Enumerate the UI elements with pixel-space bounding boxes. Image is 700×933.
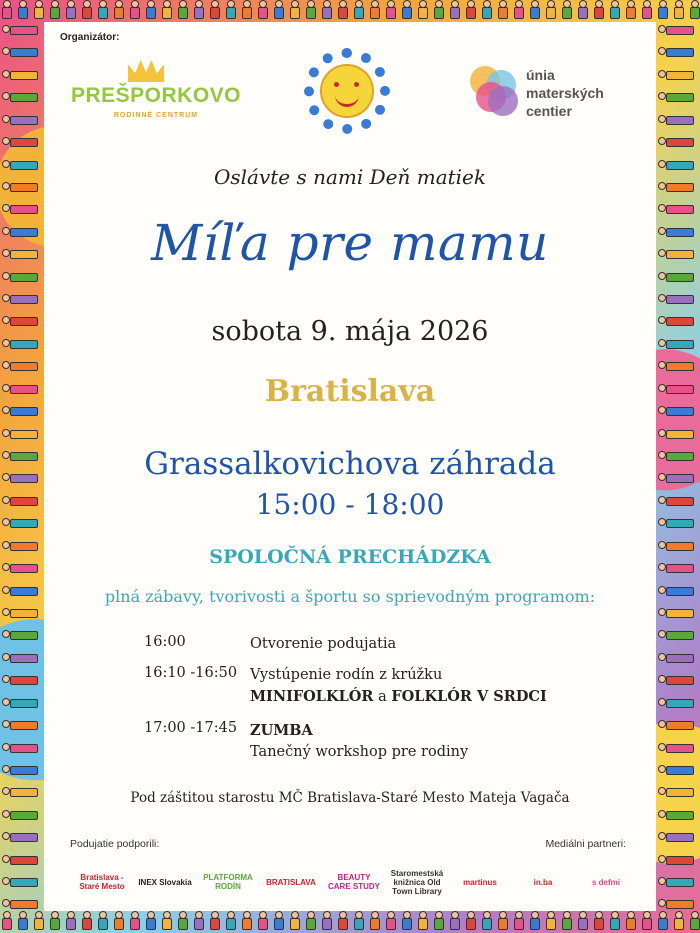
dancing-person-icon	[0, 269, 40, 283]
event-walk-heading: SPOLOČNÁ PRECHÁDZKA	[209, 546, 491, 568]
dancing-person-icon	[336, 0, 348, 18]
dancing-person-icon	[0, 358, 40, 372]
dancing-person-icon	[0, 381, 40, 395]
dancing-person-icon	[0, 807, 40, 821]
dancing-person-icon	[656, 201, 696, 215]
dancing-person-icon	[32, 0, 44, 18]
sun-face-logo-icon	[304, 48, 390, 134]
dancing-person-icon	[352, 0, 364, 18]
dancing-person-icon	[0, 67, 40, 81]
program-item	[144, 634, 604, 655]
dancing-person-icon	[368, 0, 380, 18]
dancing-person-icon	[560, 911, 572, 929]
dancing-person-icon	[32, 911, 44, 929]
dancing-person-icon	[240, 0, 252, 18]
dancing-person-icon	[384, 0, 396, 18]
dancing-person-icon	[176, 911, 188, 929]
dancing-person-icon	[0, 784, 40, 798]
dancing-person-icon	[592, 0, 604, 18]
dancing-person-icon	[656, 852, 696, 866]
dancing-person-icon	[432, 0, 444, 18]
dancing-person-icon	[0, 538, 40, 552]
sponsor-logo: Staromestská knižnica Old Town Library	[390, 868, 444, 896]
dancing-person-icon	[192, 911, 204, 929]
dancing-person-icon	[0, 246, 40, 260]
dancing-person-icon	[624, 911, 636, 929]
dancing-person-icon	[656, 740, 696, 754]
dancing-person-icon	[656, 89, 696, 103]
dancing-person-icon	[304, 911, 316, 929]
dancing-person-icon	[0, 22, 40, 36]
program-groups: MINIFOLKLÓR a FOLKLÓR V SRDCI	[250, 688, 547, 705]
dancing-person-icon	[624, 0, 636, 18]
dancing-person-icon	[656, 829, 696, 843]
dancing-person-icon	[352, 911, 364, 929]
dancing-person-icon	[656, 896, 696, 910]
dancing-person-icon	[272, 911, 284, 929]
dancing-person-icon	[112, 911, 124, 929]
presporkovo-logo-text: PREŠPORKOVO	[70, 84, 242, 107]
program-time: 17:00 -17:45	[144, 720, 238, 736]
dancing-person-icon	[656, 470, 696, 484]
dancing-person-icon	[544, 0, 556, 18]
dancing-person-icon	[416, 0, 428, 18]
dancing-person-icon	[0, 605, 40, 619]
dancing-person-icon	[656, 313, 696, 327]
event-city: Bratislava	[264, 374, 436, 409]
dancing-person-icon	[656, 269, 696, 283]
event-venue: Grassalkovichova záhrada	[144, 446, 556, 482]
border-people-left	[0, 22, 44, 911]
program-time: 16:10 -16:50	[144, 665, 238, 681]
umc-circles-icon	[468, 66, 518, 116]
dancing-person-icon	[656, 381, 696, 395]
media-label: Mediálni partneri:	[545, 838, 626, 850]
sponsor-logo: BRATISLAVA	[266, 877, 316, 887]
dancing-person-icon	[0, 291, 40, 305]
dancing-person-icon	[0, 179, 40, 193]
dancing-person-icon	[96, 0, 108, 18]
dancing-person-icon	[0, 896, 40, 910]
dancing-person-icon	[0, 650, 40, 664]
dancing-person-icon	[496, 911, 508, 929]
dancing-person-icon	[240, 911, 252, 929]
dancing-person-icon	[656, 157, 696, 171]
dancing-person-icon	[320, 0, 332, 18]
dancing-person-icon	[656, 911, 668, 929]
dancing-person-icon	[448, 0, 460, 18]
dancing-person-icon	[640, 911, 652, 929]
dancing-person-icon	[576, 911, 588, 929]
dancing-person-icon	[0, 313, 40, 327]
dancing-person-icon	[0, 852, 40, 866]
dancing-person-icon	[176, 0, 188, 18]
dancing-person-icon	[0, 44, 40, 58]
sponsor-logo: in.ba	[533, 877, 553, 887]
event-tagline: Oslávte s nami Deň matiek	[213, 165, 487, 189]
dancing-person-icon	[656, 784, 696, 798]
dancing-person-icon	[656, 67, 696, 81]
dancing-person-icon	[672, 0, 684, 18]
dancing-person-icon	[608, 911, 620, 929]
dancing-person-icon	[400, 0, 412, 18]
border-people-bottom	[0, 911, 700, 933]
dancing-person-icon	[0, 740, 40, 754]
dancing-person-icon	[672, 911, 684, 929]
dancing-person-icon	[416, 911, 428, 929]
dancing-person-icon	[0, 112, 40, 126]
sponsor-logos	[74, 864, 634, 900]
dancing-person-icon	[0, 201, 40, 215]
dancing-person-icon	[656, 538, 696, 552]
dancing-person-icon	[0, 829, 40, 843]
dancing-person-icon	[208, 0, 220, 18]
dancing-person-icon	[16, 911, 28, 929]
dancing-person-icon	[656, 627, 696, 641]
dancing-person-icon	[336, 911, 348, 929]
dancing-person-icon	[656, 672, 696, 686]
dancing-person-icon	[0, 403, 40, 417]
program-list	[144, 634, 604, 775]
sponsor-logo: martinus	[463, 877, 497, 887]
dancing-person-icon	[0, 448, 40, 462]
dancing-person-icon	[0, 89, 40, 103]
dancing-person-icon	[656, 291, 696, 305]
dancing-person-icon	[656, 650, 696, 664]
dancing-person-icon	[0, 695, 40, 709]
dancing-person-icon	[688, 0, 700, 18]
event-date: sobota 9. mája 2026	[211, 316, 489, 347]
crown-icon	[128, 60, 164, 82]
dancing-person-icon	[464, 911, 476, 929]
dancing-person-icon	[656, 448, 696, 462]
dancing-person-icon	[656, 22, 696, 36]
umc-logo-text: únia materských centier	[526, 67, 604, 119]
dancing-person-icon	[656, 358, 696, 372]
dancing-person-icon	[656, 762, 696, 776]
dancing-person-icon	[288, 0, 300, 18]
dancing-person-icon	[192, 0, 204, 18]
dancing-person-icon	[0, 493, 40, 507]
program-title: ZUMBA	[250, 722, 313, 739]
dancing-person-icon	[656, 134, 696, 148]
patron-line: Pod záštitou starostu MČ Bratislava-Staré Mesto Mateja Vagača	[130, 790, 570, 806]
dancing-person-icon	[48, 0, 60, 18]
dancing-person-icon	[496, 0, 508, 18]
dancing-person-icon	[0, 874, 40, 888]
dancing-person-icon	[384, 911, 396, 929]
dancing-person-icon	[0, 470, 40, 484]
dancing-person-icon	[144, 911, 156, 929]
dancing-person-icon	[656, 224, 696, 238]
dancing-person-icon	[272, 0, 284, 18]
dancing-person-icon	[0, 583, 40, 597]
dancing-person-icon	[0, 426, 40, 440]
dancing-person-icon	[0, 717, 40, 731]
umc-logo	[468, 64, 638, 124]
dancing-person-icon	[432, 911, 444, 929]
presporkovo-logo-subtitle: RODINNÉ CENTRUM	[113, 112, 199, 119]
dancing-person-icon	[400, 911, 412, 929]
dancing-person-icon	[64, 0, 76, 18]
event-title: Míľa pre mamu	[151, 214, 549, 272]
sponsor-logo: BEAUTY CARE STUDY	[327, 873, 380, 891]
sponsor-logo: Bratislava - Staré Mesto	[79, 873, 125, 891]
dancing-person-icon	[576, 0, 588, 18]
dancing-person-icon	[256, 911, 268, 929]
border-people-top	[0, 0, 700, 22]
dancing-person-icon	[0, 157, 40, 171]
dancing-person-icon	[656, 583, 696, 597]
dancing-person-icon	[560, 0, 572, 18]
dancing-person-icon	[656, 403, 696, 417]
dancing-person-icon	[528, 0, 540, 18]
dancing-person-icon	[256, 0, 268, 18]
dancing-person-icon	[688, 911, 700, 929]
organizer-label: Organizátor:	[60, 32, 120, 43]
program-item	[144, 720, 604, 763]
dancing-person-icon	[464, 0, 476, 18]
dancing-person-icon	[592, 911, 604, 929]
program-text: Vystúpenie rodín z krúžku	[250, 667, 443, 683]
dancing-person-icon	[208, 911, 220, 929]
event-time: 15:00 - 18:00	[255, 488, 445, 521]
dancing-person-icon	[656, 493, 696, 507]
sponsor-logo: INEX Slovakia	[138, 877, 192, 887]
dancing-person-icon	[0, 515, 40, 529]
dancing-person-icon	[0, 911, 12, 929]
dancing-person-icon	[512, 911, 524, 929]
dancing-person-icon	[64, 911, 76, 929]
dancing-person-icon	[608, 0, 620, 18]
dancing-person-icon	[656, 605, 696, 619]
dancing-person-icon	[128, 0, 140, 18]
dancing-person-icon	[656, 717, 696, 731]
dancing-person-icon	[0, 134, 40, 148]
dancing-person-icon	[656, 807, 696, 821]
dancing-person-icon	[656, 112, 696, 126]
dancing-person-icon	[656, 246, 696, 260]
dancing-person-icon	[656, 560, 696, 574]
dancing-person-icon	[224, 911, 236, 929]
dancing-person-icon	[0, 627, 40, 641]
dancing-person-icon	[480, 911, 492, 929]
dancing-person-icon	[48, 911, 60, 929]
dancing-person-icon	[320, 911, 332, 929]
dancing-person-icon	[80, 911, 92, 929]
dancing-person-icon	[112, 0, 124, 18]
dancing-person-icon	[656, 515, 696, 529]
dancing-person-icon	[480, 0, 492, 18]
supported-label: Podujatie podporili:	[70, 838, 160, 850]
poster-paper	[44, 22, 656, 911]
event-description: plná zábavy, tvorivosti a športu so sprievodným programom:	[104, 587, 596, 606]
dancing-person-icon	[80, 0, 92, 18]
dancing-person-icon	[656, 44, 696, 58]
program-time: 16:00	[144, 634, 186, 650]
dancing-person-icon	[656, 874, 696, 888]
dancing-person-icon	[16, 0, 28, 18]
sponsor-logo: PLATFORMA RODÍN	[203, 873, 253, 891]
program-item	[144, 665, 604, 708]
dancing-person-icon	[160, 911, 172, 929]
dancing-person-icon	[160, 0, 172, 18]
dancing-person-icon	[0, 560, 40, 574]
border-people-right	[656, 22, 700, 911]
dancing-person-icon	[368, 911, 380, 929]
dancing-person-icon	[288, 911, 300, 929]
presporkovo-logo	[66, 60, 246, 130]
dancing-person-icon	[304, 0, 316, 18]
dancing-person-icon	[656, 336, 696, 350]
dancing-person-icon	[0, 336, 40, 350]
dancing-person-icon	[144, 0, 156, 18]
dancing-person-icon	[0, 762, 40, 776]
dancing-person-icon	[656, 0, 668, 18]
dancing-person-icon	[128, 911, 140, 929]
dancing-person-icon	[0, 672, 40, 686]
dancing-person-icon	[0, 0, 12, 18]
program-text: Tanečný workshop pre rodiny	[250, 744, 469, 760]
dancing-person-icon	[640, 0, 652, 18]
dancing-person-icon	[656, 179, 696, 193]
dancing-person-icon	[512, 0, 524, 18]
dancing-person-icon	[96, 911, 108, 929]
dancing-person-icon	[528, 911, 540, 929]
dancing-person-icon	[0, 224, 40, 238]
program-text: Otvorenie podujatia	[250, 636, 397, 652]
dancing-person-icon	[448, 911, 460, 929]
dancing-person-icon	[224, 0, 236, 18]
dancing-person-icon	[656, 695, 696, 709]
dancing-person-icon	[656, 426, 696, 440]
sponsor-logo: s defmi	[591, 877, 620, 887]
dancing-person-icon	[544, 911, 556, 929]
